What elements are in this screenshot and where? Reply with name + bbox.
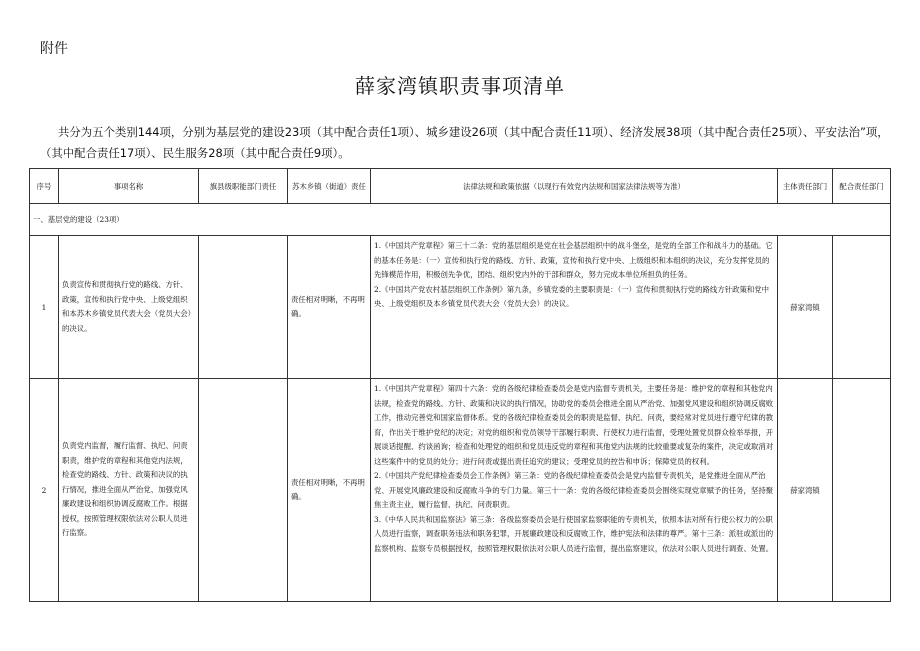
row-assist-dept (833, 236, 891, 379)
page-title: 薛家湾镇职责事项清单 (355, 74, 565, 98)
header-county: 旗县级职能部门责任 (199, 169, 288, 204)
row-main-dept: 薛家湾镇 (778, 379, 833, 602)
row-county (199, 379, 288, 602)
table-header-row (30, 169, 891, 204)
table-row (30, 236, 891, 379)
attachment-label: 附件 (40, 41, 68, 57)
header-town: 苏木乡镇（街道）责任 (288, 169, 371, 204)
row-no: 1 (30, 236, 59, 379)
law-item: 1.《中国共产党章程》第四十六条：党的各级纪律检查委员会是党内监督专责机关，主要任务是：维护党的章程和其他党内法规，检查党的路线、方针、政策和决议的执行情况，协助党的委员会推进全面从严治党、加强党风建设和组织协调反腐败工作，推动完善党和国家监督体系。党的各级纪律检查委员会的职责是监督、执纪、问责，要经常对党员进行遵守纪律的教育，作出关于维护党纪的决定；对党的组织和党员领导干部履行职责、行使权力进行监督，受理处置党员群众检举举报，开展谈话提醒、约谈函询；检查和处理党的组织和党员违反党的章程和其他党内法规的比较重要或复杂的案件，决定或取消对这些案件中的党员的处分；进行问责或提出责任追究的建议；受理党员的控告和申诉；保障党员的权利。 (374, 384, 774, 466)
summary-paragraph: 共分为五个类别144项，分别为基层党的建设23项（其中配合责任1项）、城乡建设26项（其中配合责任11项）、经济发展38项（其中配合责任25项）、平安法治”项，（其中配合责任17项）、民生服务28项（其中配合责任9项）。 (40, 125, 889, 160)
header-no: 序号 (30, 169, 59, 204)
duty-table (29, 168, 891, 602)
law-item: 3.《中华人民共和国监察法》第三条：各级监察委员会是行使国家监察职能的专责机关，依照本法对所有行使公权力的公职人员进行监察，调查职务违法和职务犯罪，开展廉政建设和反腐败工作，维护宪法和法律的尊严。第十三条：派驻或派出的监察机构、监察专员根据授权，按照管理权限依法对公职人员进行监督，提出监察建议，依法对公职人员进行调查、处置。 (374, 514, 774, 553)
row-county (199, 236, 288, 379)
row-law (371, 236, 778, 379)
row-assist-dept (833, 379, 891, 602)
category-label: 一、基层党的建设（23项） (30, 204, 891, 236)
law-item: 1.《中国共产党章程》第三十二条：党的基层组织是党在社会基层组织中的战斗堡垒，是党的全部工作和战斗力的基础。它的基本任务是：（一）宣传和执行党的路线、方针、政策，宣传和执行党中央、上级组织和本组织的决议，充分发挥党员的先锋模范作用，积极创先争优，团结、组织党内外的干部和群众，努力完成本单位所担负的任务。 (374, 241, 773, 279)
header-main: 主体责任部门 (778, 169, 833, 204)
row-main-dept: 薛家湾镇 (778, 236, 833, 379)
row-no: 2 (30, 379, 59, 602)
header-matter: 事项名称 (59, 169, 199, 204)
law-item: 2.《中国共产党农村基层组织工作条例》第九条，乡镇党委的主要职责是：（一）宣传和贯彻执行党的路线方针政策和党中央、上级党组织及本乡镇党员代表大会（党员大会）的决议。 (374, 284, 770, 308)
row-town: 责任相对明晰，不再明确。 (288, 379, 371, 602)
header-assist: 配合责任部门 (833, 169, 891, 204)
category-row (30, 204, 891, 236)
table-row (30, 379, 891, 602)
row-matter: 负责党内监督，履行监督、执纪、问责职责，维护党的章程和其他党内法规，检查党的路线、方针、政策和决议的执行情况，推进全面从严治党、加强党风廉政建设和组织协调反腐败工作。根据授权，按照管理权限依法对公职人员进行监察。 (59, 379, 199, 602)
row-town: 责任相对明晰，不再明确。 (288, 236, 371, 379)
law-item: 2.《中国共产党纪律检查委员会工作条例》第三条：党的各级纪律检查委员会是党内监督专责机关，是党推进全面从严治党、开展党风廉政建设和反腐败斗争的专门力量。第三十一条：党的各级纪律检查委员会围绕实现党章赋予的任务，坚持聚焦主责主业，履行监督、执纪、问责职责。 (374, 471, 774, 509)
header-law: 法律法规和政策依据（以现行有效党内法规和国家法律法规等为准） (371, 169, 778, 204)
row-matter: 负责宣传和贯彻执行党的路线、方针、政策，宣传和执行党中央、上级党组织和本苏木乡镇党员代表大会（党员大会）的决议。 (59, 236, 199, 379)
row-law (371, 379, 778, 602)
